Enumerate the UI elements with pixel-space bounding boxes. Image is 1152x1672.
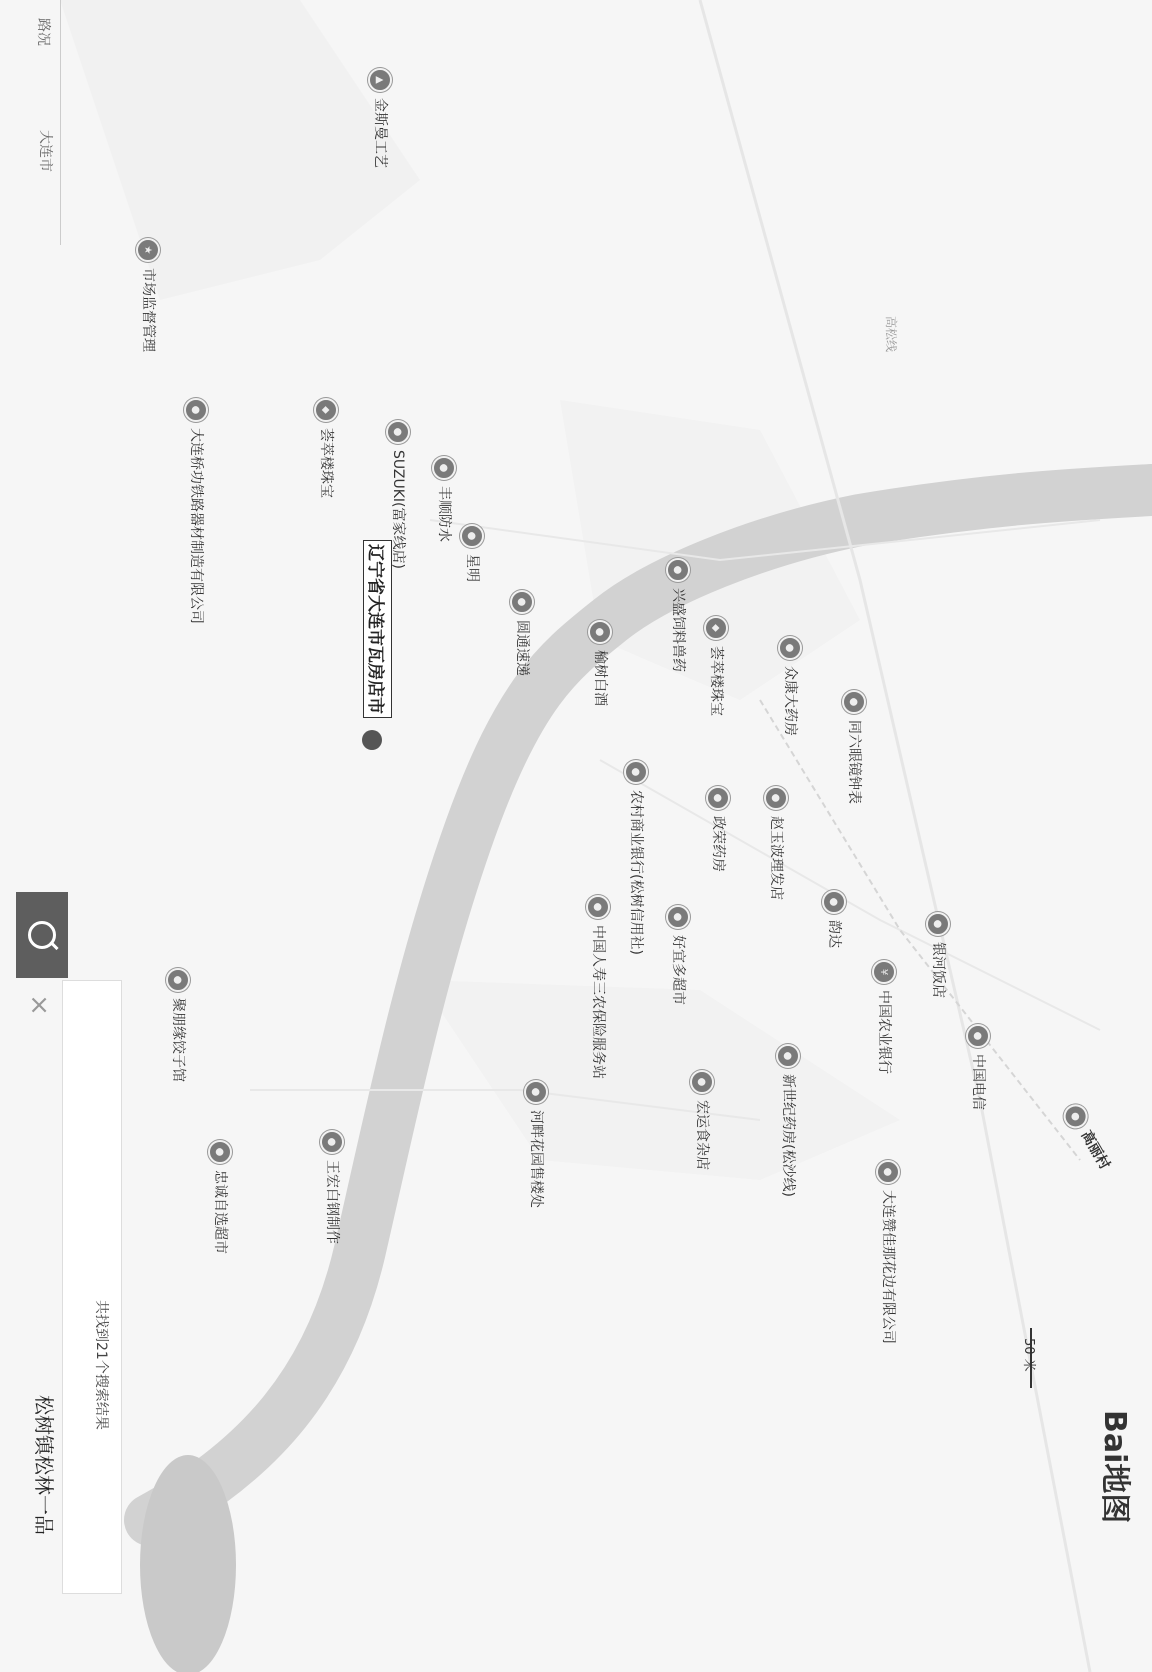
poi-pin-icon: ● bbox=[386, 420, 410, 444]
poi[interactable]: ● 好宜多超市 bbox=[666, 905, 690, 1005]
poi[interactable]: ● 大连桥功铁路器材制造有限公司 bbox=[184, 398, 208, 624]
poi-pin-icon: ● bbox=[588, 620, 612, 644]
poi[interactable]: ● 星明 bbox=[460, 524, 484, 582]
poi[interactable]: ● 政荣药房 bbox=[706, 786, 730, 872]
poi[interactable]: ● 新世纪药房(松沙线) bbox=[776, 1044, 800, 1197]
poi[interactable]: ● 韵达 bbox=[822, 890, 846, 948]
poi-pin-icon: ◆ bbox=[314, 398, 338, 422]
poi[interactable]: ● 丰顺防水 bbox=[432, 456, 456, 542]
poi[interactable]: ★ 市场监督管理 bbox=[136, 238, 160, 352]
city-select[interactable]: 大连市 bbox=[37, 130, 53, 172]
result-count: 共找到21个搜索结果 bbox=[93, 1300, 109, 1430]
poi-pin-icon: ★ bbox=[136, 238, 160, 262]
poi-pin-icon: ● bbox=[778, 636, 802, 660]
search-icon bbox=[28, 921, 56, 949]
poi[interactable]: ● 圆通速递 bbox=[510, 590, 534, 676]
poi-pin-icon: ● bbox=[926, 912, 950, 936]
poi[interactable]: ● 众康大药房 bbox=[778, 636, 802, 736]
poi[interactable]: ● 聚朋缘饺子馆 bbox=[166, 968, 190, 1082]
poi-pin-icon: ● bbox=[208, 1140, 232, 1164]
poi-pin-icon: ● bbox=[460, 524, 484, 548]
road-label: 高松线 bbox=[884, 316, 898, 353]
search-panel bbox=[62, 980, 122, 1594]
poi[interactable]: ● 同六眼镜钟表 bbox=[842, 690, 866, 804]
poi-pin-icon: ● bbox=[776, 1044, 800, 1068]
poi-pin-icon: ● bbox=[966, 1024, 990, 1048]
poi[interactable]: ● 兴盛饲料兽药 bbox=[666, 558, 690, 672]
poi-pin-icon: ● bbox=[842, 690, 866, 714]
poi-pin-icon: ● bbox=[764, 786, 788, 810]
poi-pin-icon: ● bbox=[822, 890, 846, 914]
poi-pin-icon: ● bbox=[432, 456, 456, 480]
baidu-logo: Bai地图 bbox=[1097, 1410, 1132, 1524]
search-query[interactable]: 松树镇松林一品 bbox=[32, 1395, 56, 1535]
poi[interactable]: ● 中国电信 bbox=[966, 1024, 990, 1110]
poi[interactable]: ◆ 荟萃楼珠宝 bbox=[704, 616, 728, 716]
poi[interactable]: ● 农村商业银行(松树信用社) bbox=[624, 760, 648, 955]
traffic-toggle[interactable]: 路况 bbox=[35, 18, 51, 46]
poi-pin-icon: ● bbox=[624, 760, 648, 784]
poi[interactable]: ● 大连赞佳那花边有限公司 bbox=[876, 1160, 900, 1344]
poi-pin-icon: ● bbox=[690, 1070, 714, 1094]
poi-pin-icon: ● bbox=[166, 968, 190, 992]
poi-pin-icon: ● bbox=[1059, 1100, 1092, 1133]
poi-pin-icon: ● bbox=[706, 786, 730, 810]
poi[interactable]: ● 中国人寿三农保险服务站 bbox=[586, 895, 610, 1079]
poi-pin-icon: ● bbox=[586, 895, 610, 919]
poi-pin-icon: ▲ bbox=[368, 68, 392, 92]
poi-pin-icon: ¥ bbox=[872, 960, 896, 984]
poi[interactable]: ● 宏运食杂店 bbox=[690, 1070, 714, 1170]
highlight-location[interactable]: 辽宁省大连市瓦房店市 bbox=[363, 540, 392, 718]
water-area bbox=[140, 1455, 236, 1672]
poi-pin-icon: ● bbox=[510, 590, 534, 614]
poi-pin-icon: ● bbox=[184, 398, 208, 422]
poi[interactable]: ● 河畔花园售楼处 bbox=[524, 1080, 548, 1208]
poi[interactable]: ● 忠诚自选超市 bbox=[208, 1140, 232, 1254]
poi[interactable]: ● 银河饭店 bbox=[926, 912, 950, 998]
location-marker bbox=[362, 730, 382, 750]
poi[interactable]: ◆ 荟萃楼珠宝 bbox=[314, 398, 338, 498]
poi-pin-icon: ● bbox=[876, 1160, 900, 1184]
poi-pin-icon: ● bbox=[320, 1130, 344, 1154]
close-icon[interactable]: × bbox=[23, 994, 54, 1016]
search-button[interactable] bbox=[16, 892, 68, 978]
poi[interactable]: ● 王宏白钢制作 bbox=[320, 1130, 344, 1244]
poi[interactable]: ● SUZUKI(富家线店) bbox=[386, 420, 410, 569]
poi[interactable]: ● 榆树白酒 bbox=[588, 620, 612, 706]
poi[interactable]: ● 高丽村 bbox=[1059, 1100, 1116, 1174]
poi-pin-icon: ● bbox=[524, 1080, 548, 1104]
poi-pin-icon: ◆ bbox=[704, 616, 728, 640]
poi[interactable]: ▲ 金斯曼工艺 bbox=[368, 68, 392, 168]
poi[interactable]: ● 赵玉波理发店 bbox=[764, 786, 788, 900]
poi-pin-icon: ● bbox=[666, 905, 690, 929]
poi[interactable]: ¥ 中国农业银行 bbox=[872, 960, 896, 1074]
scale-label: 50 米 bbox=[1021, 1338, 1036, 1372]
poi-pin-icon: ● bbox=[666, 558, 690, 582]
